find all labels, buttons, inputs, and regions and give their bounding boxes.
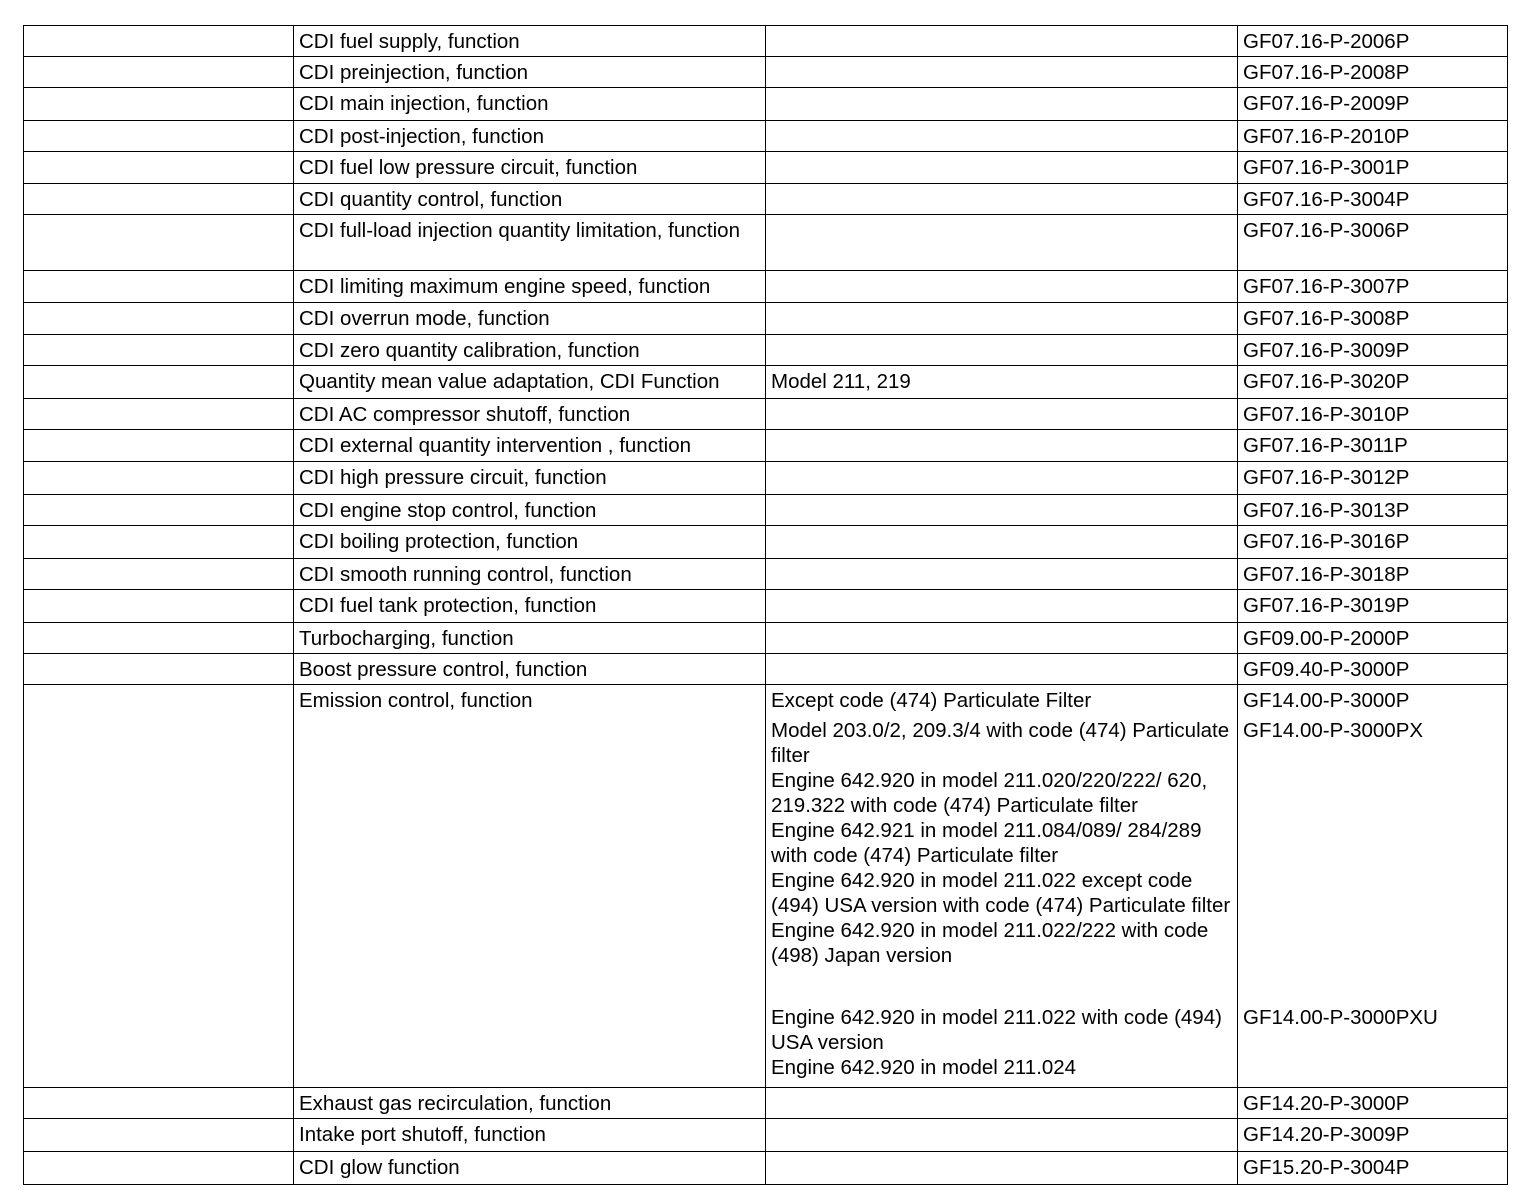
- table-row: [24, 462, 1508, 495]
- blank-cell: [24, 366, 294, 399]
- validity-note: Engine 642.920 in model 211.022 except code (494) USA version with code (474) Particulate filter: [771, 869, 1231, 917]
- table-row: [24, 88, 1508, 121]
- document-code-cell: GF09.00-P-2000P: [1238, 623, 1508, 654]
- document-code-cell: GF07.16-P-3012P: [1238, 462, 1508, 495]
- table-row: [24, 271, 1508, 303]
- validity-note-cell: [766, 654, 1238, 685]
- blank-cell: [24, 271, 294, 303]
- validity-note: Engine 642.920 in model 211.022/222 with code (498) Japan version: [771, 919, 1209, 967]
- document-code-cell: GF07.16-P-3006P: [1238, 215, 1508, 271]
- blank-cell: [24, 495, 294, 526]
- function-name-cell: CDI fuel supply, function: [294, 26, 766, 57]
- validity-note-cell: [766, 57, 1238, 88]
- function-name-cell: CDI fuel low pressure circuit, function: [294, 152, 766, 184]
- function-name-cell: CDI full-load injection quantity limitation, function: [294, 215, 766, 271]
- document-code-cell: [1238, 685, 1508, 1088]
- blank-cell: [24, 430, 294, 462]
- validity-note-cell: [766, 215, 1238, 271]
- validity-note-cell: [766, 184, 1238, 215]
- document-code-cell: GF09.40-P-3000P: [1238, 654, 1508, 685]
- blank-cell: [24, 303, 294, 335]
- blank-cell: [24, 26, 294, 57]
- validity-note-cell: [766, 685, 1238, 1088]
- blank-cell: [24, 215, 294, 271]
- validity-note-cell: [766, 399, 1238, 430]
- table-row: [24, 399, 1508, 430]
- function-name-cell: Exhaust gas recirculation, function: [294, 1088, 766, 1119]
- blank-cell: [24, 184, 294, 215]
- validity-note-cell: [766, 271, 1238, 303]
- function-name-cell: CDI limiting maximum engine speed, function: [294, 271, 766, 303]
- validity-note-cell: [766, 462, 1238, 495]
- blank-cell: [24, 559, 294, 590]
- function-name-cell: Quantity mean value adaptation, CDI Function: [294, 366, 766, 399]
- validity-note-cell: [766, 430, 1238, 462]
- function-name-cell: Boost pressure control, function: [294, 654, 766, 685]
- validity-note: Engine 642.921 in model 211.084/089/ 284/289 with code (474) Particulate filter: [771, 819, 1202, 867]
- note-group: [771, 1005, 1233, 1085]
- validity-note-cell: [766, 623, 1238, 654]
- function-name-cell: CDI engine stop control, function: [294, 495, 766, 526]
- table-row: [24, 495, 1508, 526]
- validity-note-cell: [766, 152, 1238, 184]
- validity-note-cell: [766, 303, 1238, 335]
- validity-note-cell: [766, 526, 1238, 559]
- note-group: [771, 718, 1233, 1005]
- function-name-cell: CDI AC compressor shutoff, function: [294, 399, 766, 430]
- validity-note: Engine 642.920 in model 211.024: [771, 1056, 1077, 1079]
- table-row: [24, 1152, 1508, 1185]
- table-row: [24, 559, 1508, 590]
- document-code: GF14.00-P-3000PXU: [1243, 1006, 1438, 1029]
- table-row-emission-control: [24, 685, 1508, 1088]
- table-row: [24, 526, 1508, 559]
- function-name-cell: CDI post-injection, function: [294, 121, 766, 152]
- document-code-cell: GF07.16-P-3010P: [1238, 399, 1508, 430]
- blank-cell: [24, 623, 294, 654]
- blank-cell: [24, 654, 294, 685]
- blank-cell: [24, 1152, 294, 1185]
- document-code: GF14.00-P-3000PX: [1243, 719, 1424, 742]
- function-name-cell: CDI high pressure circuit, function: [294, 462, 766, 495]
- document-code-cell: GF14.20-P-3000P: [1238, 1088, 1508, 1119]
- function-name-cell: CDI smooth running control, function: [294, 559, 766, 590]
- document-code-cell: GF07.16-P-3007P: [1238, 271, 1508, 303]
- document-code-cell: GF07.16-P-2006P: [1238, 26, 1508, 57]
- blank-cell: [24, 526, 294, 559]
- document-code-cell: GF07.16-P-2008P: [1238, 57, 1508, 88]
- document-code-cell: GF07.16-P-3009P: [1238, 335, 1508, 366]
- document-code-cell: GF15.20-P-3004P: [1238, 1152, 1508, 1185]
- table-row: [24, 26, 1508, 57]
- validity-note-cell: [766, 495, 1238, 526]
- blank-cell: [24, 335, 294, 366]
- table-row: [24, 654, 1508, 685]
- table-row: [24, 1088, 1508, 1119]
- function-name-cell: Intake port shutoff, function: [294, 1119, 766, 1152]
- function-reference-table: [23, 25, 1508, 1185]
- table-row: [24, 430, 1508, 462]
- blank-cell: [24, 57, 294, 88]
- document-code-cell: GF07.16-P-3004P: [1238, 184, 1508, 215]
- note-group: [771, 688, 1233, 718]
- blank-cell: [24, 462, 294, 495]
- function-name-cell: CDI quantity control, function: [294, 184, 766, 215]
- validity-note-cell: [766, 335, 1238, 366]
- table-row: [24, 623, 1508, 654]
- table-row: [24, 303, 1508, 335]
- document-code-cell: GF07.16-P-3016P: [1238, 526, 1508, 559]
- document-code: GF14.00-P-3000P: [1243, 689, 1410, 712]
- table-row: [24, 184, 1508, 215]
- validity-note: Model 203.0/2, 209.3/4 with code (474) Particulate filter: [771, 719, 1230, 767]
- blank-cell: [24, 1088, 294, 1119]
- table-row: [24, 590, 1508, 623]
- validity-note-cell: [766, 1152, 1238, 1185]
- table-body: [24, 26, 1508, 1185]
- table-row: [24, 335, 1508, 366]
- blank-cell: [24, 121, 294, 152]
- blank-cell: [24, 1119, 294, 1152]
- function-name-cell: CDI fuel tank protection, function: [294, 590, 766, 623]
- blank-cell: [24, 88, 294, 121]
- document-code-cell: GF07.16-P-3013P: [1238, 495, 1508, 526]
- table-row: [24, 152, 1508, 184]
- validity-note: Engine 642.920 in model 211.020/220/222/ 620, 219.322 with code (474) Particulate filter: [771, 769, 1208, 817]
- table-row: [24, 1119, 1508, 1152]
- validity-note-cell: Model 211, 219: [766, 366, 1238, 399]
- blank-cell: [24, 590, 294, 623]
- function-name-cell: CDI boiling protection, function: [294, 526, 766, 559]
- blank-cell: [24, 685, 294, 1088]
- document-code-cell: GF07.16-P-3001P: [1238, 152, 1508, 184]
- table-row: [24, 57, 1508, 88]
- document-code-cell: GF07.16-P-3019P: [1238, 590, 1508, 623]
- validity-note-cell: [766, 590, 1238, 623]
- function-name-cell: CDI overrun mode, function: [294, 303, 766, 335]
- function-name-cell: Emission control, function: [294, 685, 766, 1088]
- table-row: [24, 121, 1508, 152]
- document-code-cell: GF07.16-P-3008P: [1238, 303, 1508, 335]
- document-code-cell: GF07.16-P-2010P: [1238, 121, 1508, 152]
- function-name-cell: CDI main injection, function: [294, 88, 766, 121]
- document-code-cell: GF07.16-P-3011P: [1238, 430, 1508, 462]
- function-name-cell: CDI preinjection, function: [294, 57, 766, 88]
- validity-note-cell: [766, 1088, 1238, 1119]
- blank-cell: [24, 399, 294, 430]
- blank-cell: [24, 152, 294, 184]
- document-code-cell: GF07.16-P-3018P: [1238, 559, 1508, 590]
- function-name-cell: CDI glow function: [294, 1152, 766, 1185]
- validity-note: Engine 642.920 in model 211.022 with code (494) USA version: [771, 1006, 1222, 1054]
- document-code-cell: GF14.20-P-3009P: [1238, 1119, 1508, 1152]
- validity-note-cell: [766, 26, 1238, 57]
- table-row: [24, 366, 1508, 399]
- validity-note-cell: [766, 1119, 1238, 1152]
- document-code-cell: GF07.16-P-3020P: [1238, 366, 1508, 399]
- validity-note-cell: [766, 121, 1238, 152]
- function-name-cell: Turbocharging, function: [294, 623, 766, 654]
- table-row: [24, 215, 1508, 271]
- validity-note-cell: [766, 559, 1238, 590]
- function-name-cell: CDI external quantity intervention , function: [294, 430, 766, 462]
- validity-note-cell: [766, 88, 1238, 121]
- function-name-cell: CDI zero quantity calibration, function: [294, 335, 766, 366]
- validity-note: Except code (474) Particulate Filter: [771, 689, 1092, 712]
- document-code-cell: GF07.16-P-2009P: [1238, 88, 1508, 121]
